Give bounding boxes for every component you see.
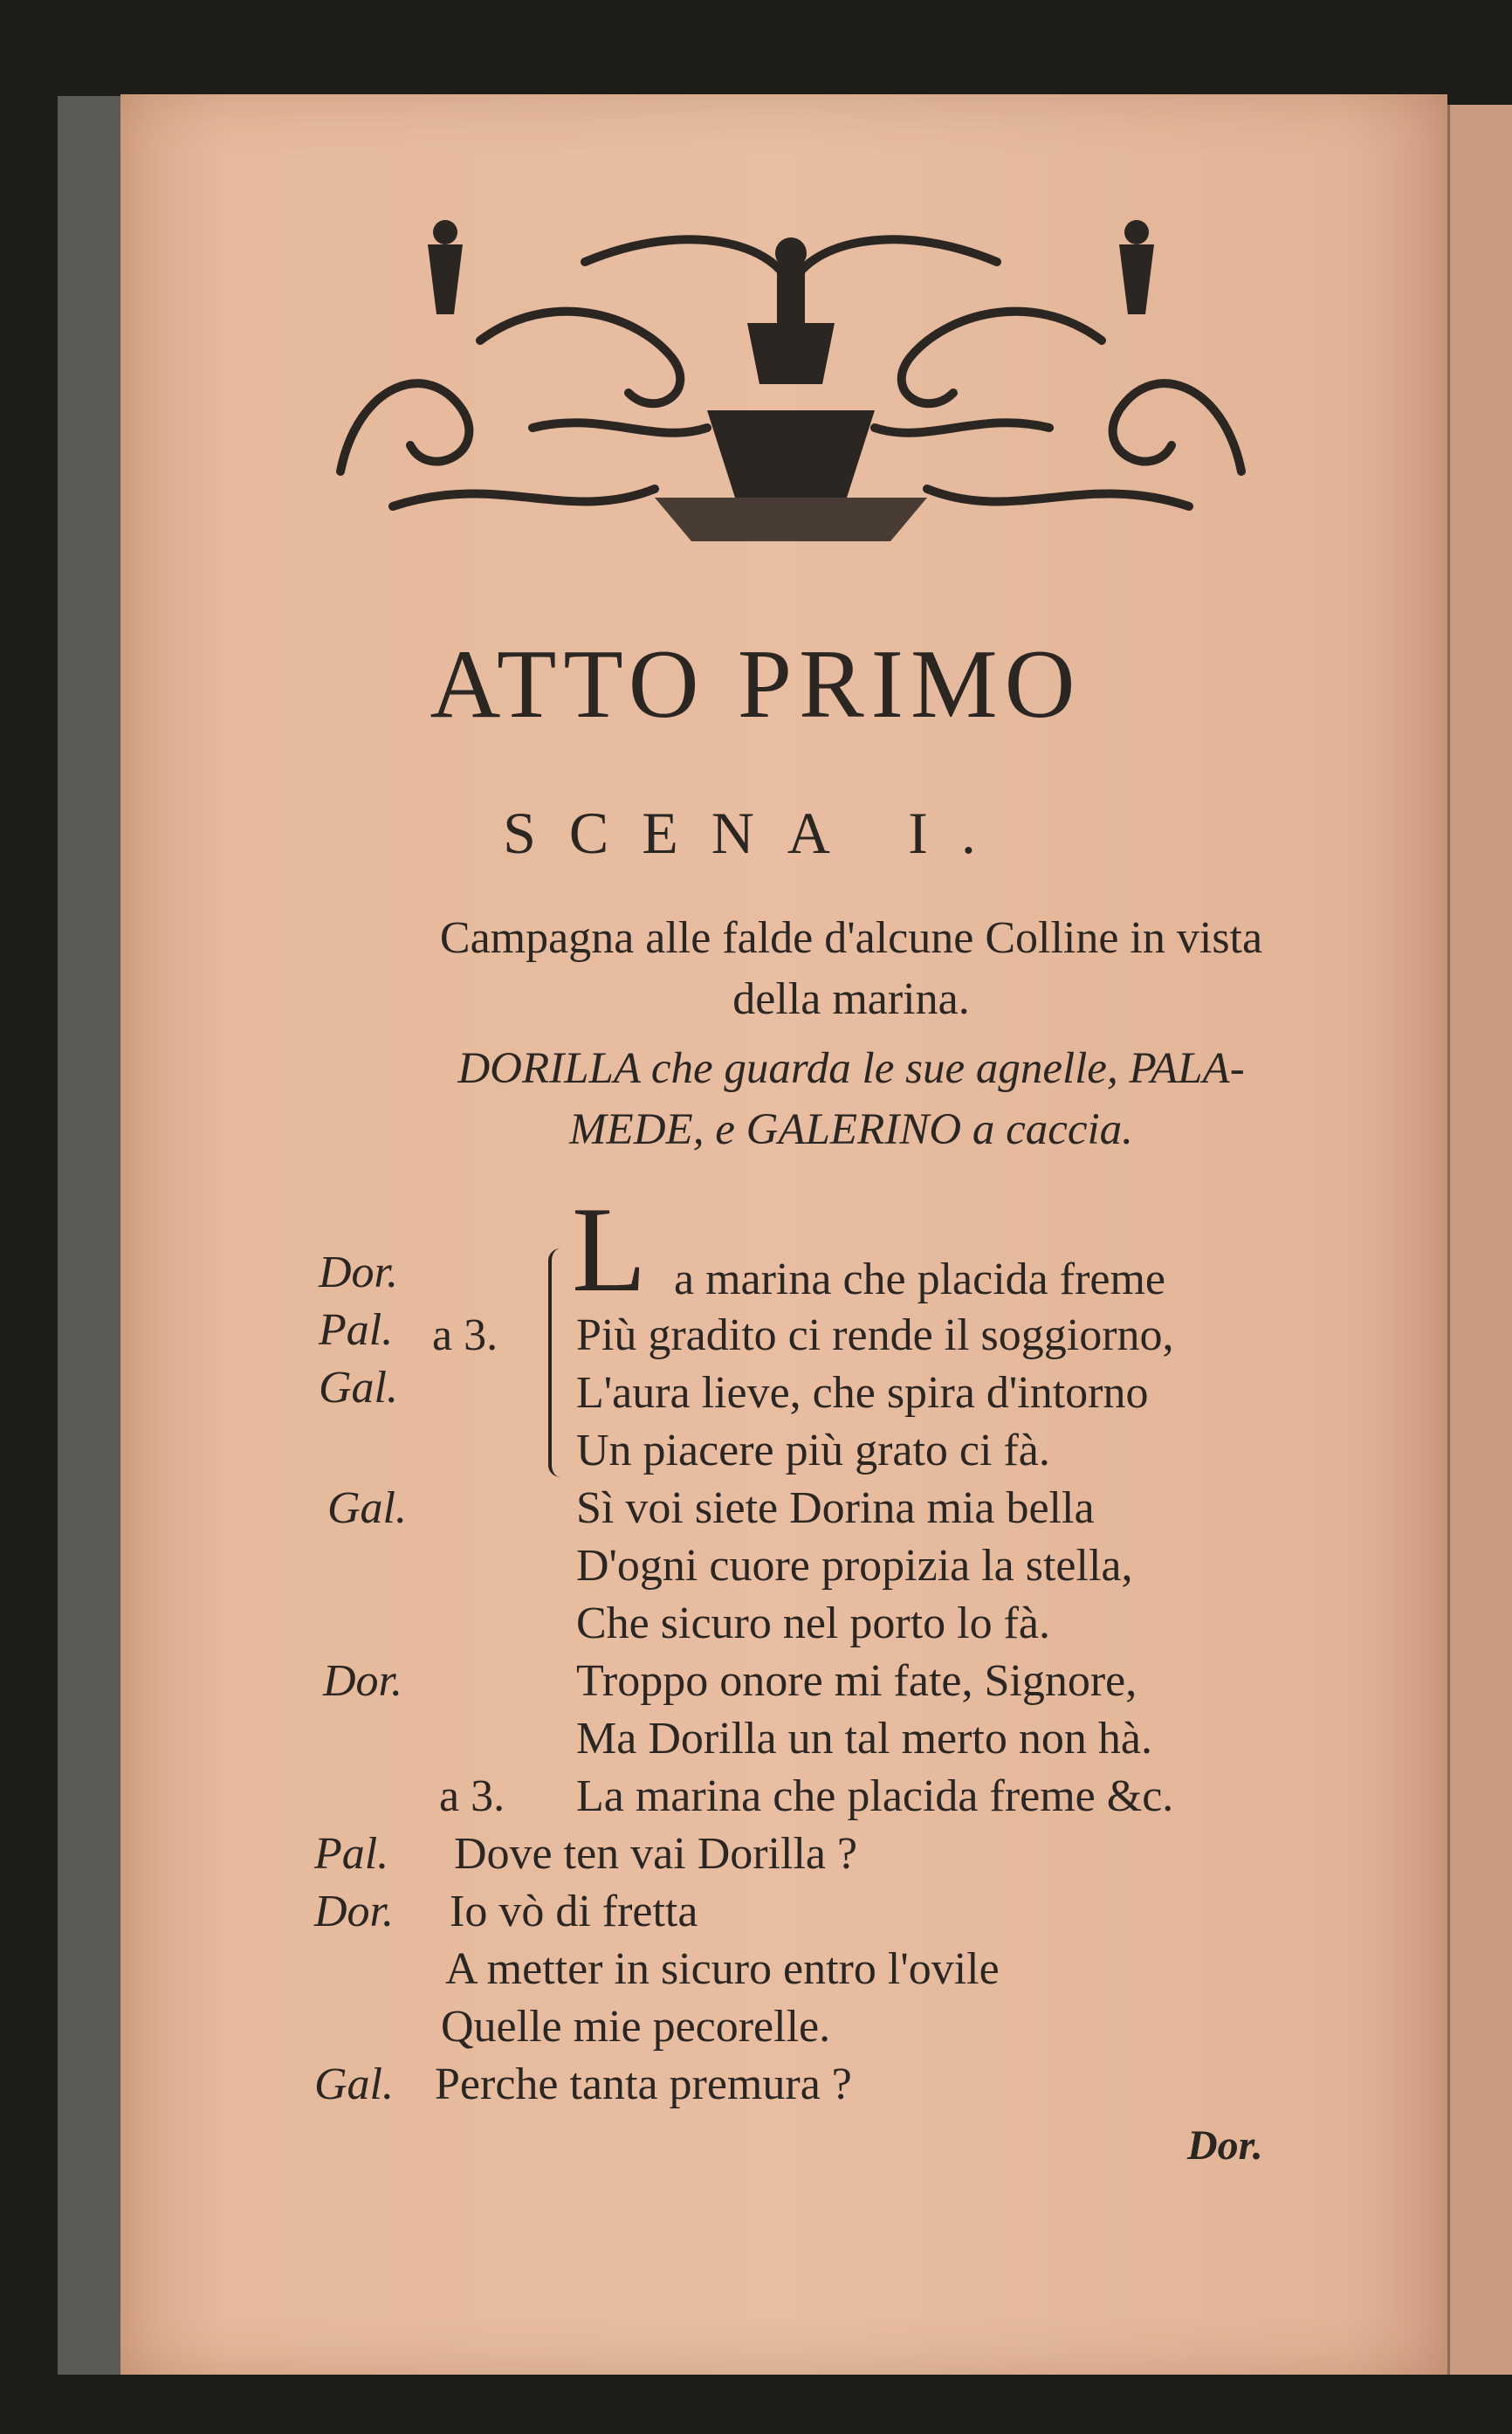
act-title: ATTO PRIMO <box>430 630 1082 739</box>
speaker-label: Pal. <box>314 1829 389 1879</box>
verse-line: A metter in sicuro entro l'ovile <box>445 1944 1000 1994</box>
speaker-label: Pal. <box>319 1305 394 1355</box>
verse-line: Più gradito ci rende il soggiorno, <box>576 1310 1174 1360</box>
verse-line: Troppo onore mi fate, Signore, <box>576 1656 1137 1706</box>
verse-line: Sì voi siete Dorina mia bella <box>576 1483 1095 1533</box>
verse-line: Quelle mie pecorelle. <box>441 2002 831 2052</box>
ensemble-label: a 3. <box>439 1771 505 1821</box>
verse-line: a marina che placida freme <box>674 1255 1165 1304</box>
ornament-headpiece <box>323 210 1259 554</box>
verse-line: La marina che placida freme &c. <box>576 1771 1174 1821</box>
verse-line: Che sicuro nel porto lo fà. <box>576 1599 1050 1648</box>
characters-line: MEDE, e GALERINO a caccia. <box>569 1105 1133 1154</box>
verse-line: Io vò di fretta <box>450 1887 698 1936</box>
speaker-label: Gal. <box>319 1363 398 1413</box>
drop-capital: L <box>572 1182 647 1317</box>
speaker-label: Dor. <box>323 1656 403 1706</box>
speaker-label: Dor. <box>319 1248 399 1297</box>
scene-setting-line: Campagna alle falde d'alcune Colline in vista <box>439 913 1263 963</box>
verse-line: Ma Dorilla un tal merto non hà. <box>576 1714 1152 1764</box>
verse-line: Perche tanta premura ? <box>435 2059 852 2109</box>
verse-line: Dove ten vai Dorilla ? <box>454 1829 858 1879</box>
speaker-label: Gal. <box>327 1483 407 1533</box>
verse-line: Un piacere più grato ci fà. <box>576 1426 1050 1475</box>
scene-setting-line: della marina. <box>732 974 970 1024</box>
facing-page-edge <box>1447 105 1512 2375</box>
scene-title: SCENA I. <box>503 800 1009 866</box>
brace-bracket <box>548 1248 566 1477</box>
ensemble-label: a 3. <box>432 1310 498 1360</box>
verse-line: D'ogni cuore propizia la stella, <box>576 1541 1133 1591</box>
characters-line: DORILLA che guarda le sue agnelle, PALA- <box>457 1044 1245 1093</box>
catchword: Dor. <box>1187 2122 1263 2169</box>
verse-line: L'aura lieve, che spira d'intorno <box>576 1368 1149 1418</box>
speaker-label: Gal. <box>314 2059 394 2109</box>
speaker-label: Dor. <box>314 1887 395 1936</box>
book-cover-edge <box>58 96 126 2375</box>
